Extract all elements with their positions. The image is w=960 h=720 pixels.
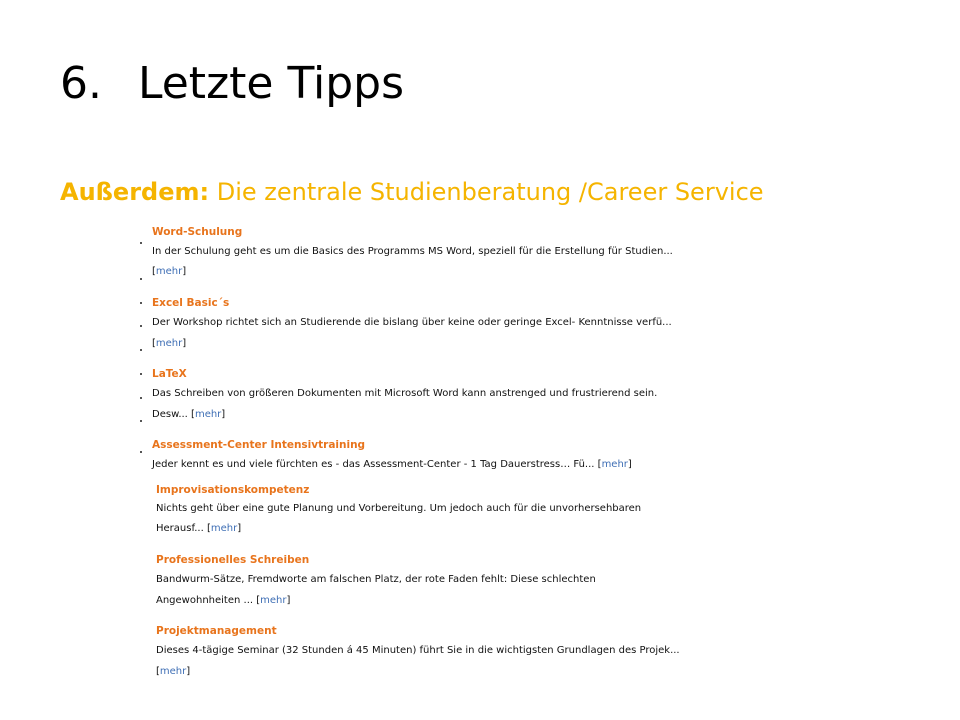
- course-description: Das Schreiben von größeren Dokumenten mit Microsoft Word kann anstrenged und frustrierend sein.: [152, 388, 658, 399]
- course-description: Bandwurm-Sätze, Fremdworte am falschen Platz, der rote Faden fehlt: Diese schlechten: [156, 574, 596, 585]
- course-more-row: [mehr]: [152, 338, 187, 349]
- course-description-continued: Herausf...: [156, 523, 207, 534]
- course-more-row: Desw... [mehr]: [152, 409, 226, 420]
- more-link[interactable]: mehr: [155, 338, 183, 349]
- bullet-dot: [140, 278, 143, 281]
- bullet-dot: [140, 397, 143, 400]
- course-more-row: [mehr]: [152, 266, 187, 277]
- course-more-row: [mehr]: [156, 666, 191, 677]
- bullet-dot: [140, 420, 143, 423]
- course-title-latex[interactable]: LaTeX: [152, 368, 187, 380]
- course-title-professionelles-schreiben[interactable]: Professionelles Schreiben: [156, 554, 310, 566]
- course-title-excel-basics[interactable]: Excel Basic´s: [152, 297, 230, 309]
- more-link[interactable]: mehr: [159, 666, 187, 677]
- course-title-word-schulung[interactable]: Word-Schulung: [152, 226, 243, 238]
- bullet-dot: [140, 373, 143, 376]
- course-more-row: Herausf... [mehr]: [156, 523, 242, 534]
- slide-title-text: Letzte Tipps: [138, 58, 404, 109]
- subtitle-lead: Außerdem:: [60, 178, 210, 206]
- slide-number: 6.: [60, 58, 102, 109]
- course-description-row: Jeder kennt es und viele fürchten es - das Assessment-Center - 1 Tag Dauerstress… Fü... [mehr]: [152, 459, 632, 470]
- course-title-assessment-center[interactable]: Assessment-Center Intensivtraining: [152, 439, 366, 451]
- course-description-continued: Angewohnheiten ...: [156, 595, 257, 606]
- more-link[interactable]: mehr: [601, 459, 628, 470]
- course-description-continued: Desw...: [152, 409, 192, 420]
- course-description: Jeder kennt es und viele fürchten es - das Assessment-Center - 1 Tag Dauerstress… Fü...: [152, 459, 598, 470]
- more-link[interactable]: mehr: [210, 523, 238, 534]
- bullet-dot: [140, 302, 143, 305]
- bullet-dot: [140, 325, 143, 328]
- more-link[interactable]: mehr: [155, 266, 183, 277]
- more-link[interactable]: mehr: [194, 409, 222, 420]
- more-link[interactable]: mehr: [260, 595, 287, 606]
- bullet-dot: [140, 242, 143, 245]
- course-description: Der Workshop richtet sich an Studierende die bislang über keine oder geringe Excel- Kenntnisse verfü...: [152, 317, 672, 328]
- course-title-improvisationskompetenz[interactable]: Improvisationskompetenz: [156, 484, 310, 496]
- bullet-dot: [140, 451, 143, 454]
- subtitle-text: Die zentrale Studienberatung /Career Service: [209, 178, 764, 206]
- course-more-row: Angewohnheiten ... [mehr]: [156, 595, 291, 606]
- course-description: Nichts geht über eine gute Planung und Vorbereitung. Um jedoch auch für die unvorhersehbaren: [156, 503, 642, 514]
- course-description: In der Schulung geht es um die Basics des Programms MS Word, speziell für die Erstellung für Studien...: [152, 246, 673, 257]
- course-description: Dieses 4-tägige Seminar (32 Stunden á 45 Minuten) führt Sie in die wichtigsten Grundlagen des Projek...: [156, 645, 680, 656]
- course-title-projektmanagement[interactable]: Projektmanagement: [156, 625, 277, 637]
- bullet-dot: [140, 349, 143, 352]
